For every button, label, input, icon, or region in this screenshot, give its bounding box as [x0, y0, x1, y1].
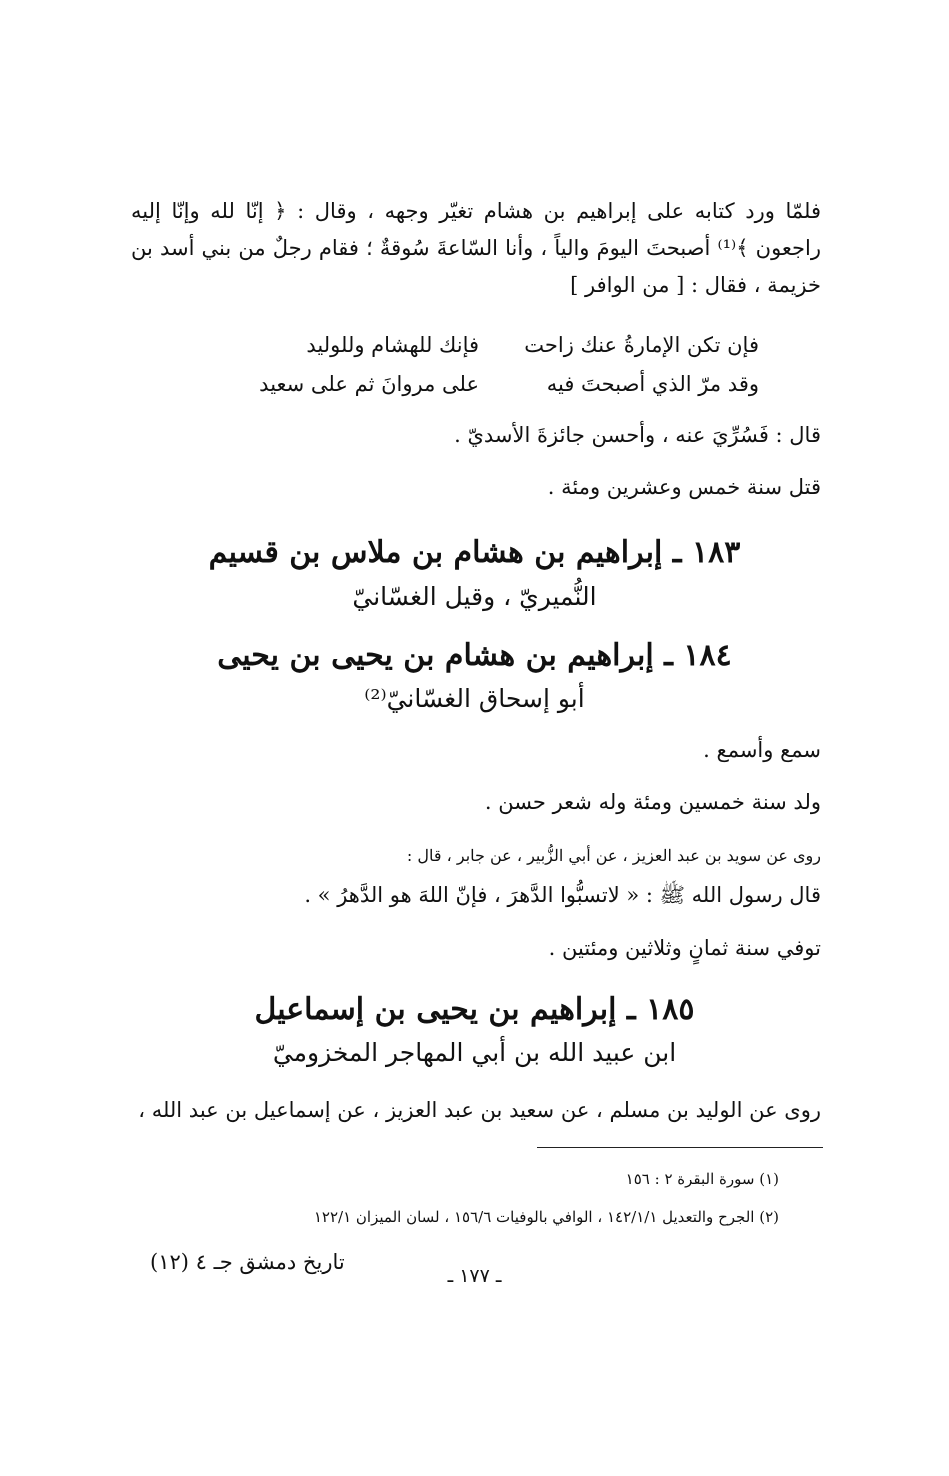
entry-183-heading: ١٨٣ ـ إبراهيم بن هشام بن ملاس بن قسيم	[208, 535, 741, 570]
verse-2-second-hemistich: على مروانَ ثم على سعيد	[259, 372, 479, 396]
entry-184-line-1: سمع وأسمع .	[703, 738, 821, 762]
book-title: تاريخ دمشق جـ ٤ (١٢)	[150, 1250, 345, 1274]
entry-184-line-2: ولد سنة خمسين ومئة وله شعر حسن .	[484, 790, 821, 814]
page-number: ـ ١٧٧ ـ	[447, 1265, 502, 1287]
footnote-2: (٢) الجرح والتعديل ١٤٢/١/١ ، الوافي بالوفيات ١٥٦/٦ ، لسان الميزان ١٢٢/١	[313, 1208, 779, 1226]
footnote-rule	[537, 1147, 823, 1148]
intro-line-1: قال : فَسُرِّيَ عنه ، وأحسن جائزةَ الأسديّ .	[454, 423, 821, 447]
verse-1-first-hemistich: فإن تكن الإمارةُ عنك زاحت	[524, 333, 759, 357]
entry-185-line-1: روى عن الوليد بن مسلم ، عن سعيد بن عبد العزيز ، عن إسماعيل بن عبد الله ،	[138, 1098, 821, 1122]
entry-184-heading: ١٨٤ ـ إبراهيم بن هشام بن يحيى بن يحيى	[217, 638, 732, 673]
entry-184-isnad: روى عن سويد بن عبد العزيز ، عن أبي الزُّبير ، عن جابر ، قال :	[406, 846, 821, 865]
footnote-1: (١) سورة البقرة ٢ : ١٥٦	[625, 1170, 779, 1188]
entry-185-heading: ١٨٥ ـ إبراهيم بن يحيى بن إسماعيل	[254, 992, 695, 1027]
intro-paragraph: فلمّا ورد كتابه على إبراهيم بن هشام تغيّر وجهه ، وقال : ﴿ إنّا لله وإنّا إليه راجعون ﴾⁽¹⁾ أصبحتَ اليومَ والياً ، وأنا السّاعةَ سُوقةٌ ؛ فقام رجلٌ من بني أسد بن خزيمة ، فقال : [ من الوافر ]	[131, 199, 822, 297]
intro-line-2: قتل سنة خمس وعشرين ومئة .	[547, 475, 821, 499]
entry-185-subtitle: ابن عبيد الله بن أبي المهاجر المخزوميّ	[272, 1038, 677, 1067]
verse-2-first-hemistich: وقد مرّ الذي أصبحتَ فيه	[546, 372, 759, 396]
entry-184-subtitle: أبو إسحاق الغسّانيّ⁽²⁾	[364, 684, 585, 713]
verse-1-second-hemistich: فإنك للهشام وللوليد	[306, 333, 479, 357]
entry-184-death: توفي سنة ثمانٍ وثلاثين ومئتين .	[548, 936, 821, 960]
entry-183-subtitle: النُّميريّ ، وقيل الغسّانيّ	[352, 582, 597, 611]
entry-184-hadith: قال رسول الله ﷺ : « لاتسبُّوا الدَّهرَ ، فإنّ اللهَ هو الدَّهرُ » .	[304, 883, 821, 907]
